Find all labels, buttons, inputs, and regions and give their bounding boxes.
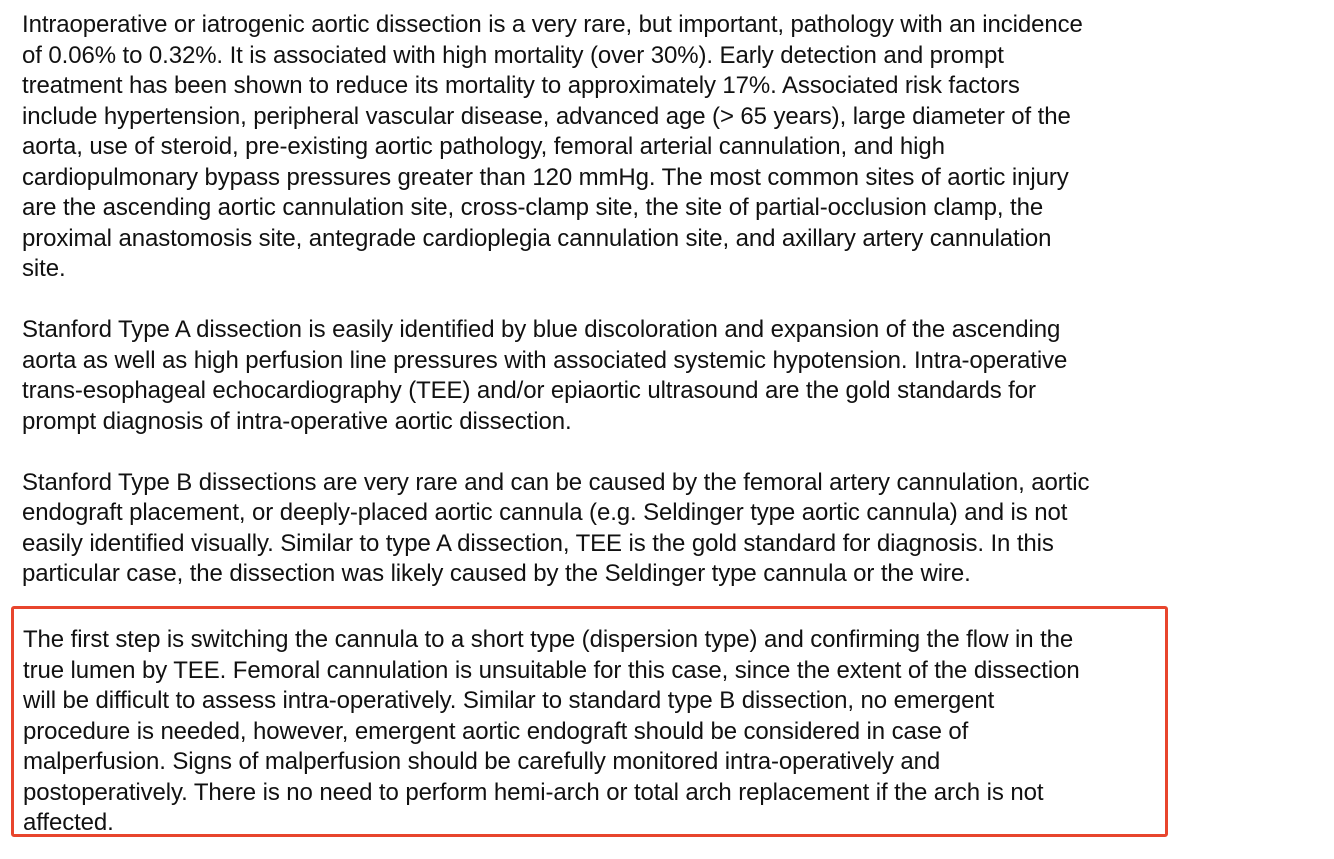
text-line: include hypertension, peripheral vascular disease, advanced age (> 65 years), large diameter of the <box>22 102 1071 130</box>
text-line: Stanford Type B dissections are very rare and can be caused by the femoral artery cannulation, aortic <box>22 468 1090 496</box>
text-line: proximal anastomosis site, antegrade cardioplegia cannulation site, and axillary artery cannulation <box>22 224 1052 252</box>
text-line: true lumen by TEE. Femoral cannulation is unsuitable for this case, since the extent of the dissection <box>23 656 1080 684</box>
text-line: treatment has been shown to reduce its mortality to approximately 17%. Associated risk factors <box>22 72 1020 99</box>
text-line: particular case, the dissection was likely caused by the Seldinger type cannula or the wire. <box>22 560 971 587</box>
text-line: postoperatively. There is no need to perform hemi-arch or total arch replacement if the arch is not <box>23 778 1044 806</box>
text-line: endograft placement, or deeply-placed aortic cannula (e.g. Seldinger type aortic cannula) and is not <box>22 499 1068 526</box>
text-line: malperfusion. Signs of malperfusion should be carefully monitored intra-operatively and <box>23 748 941 775</box>
text-line: of 0.06% to 0.32%. It is associated with high mortality (over 30%). Early detection and prompt <box>22 41 1004 69</box>
text-line: trans-esophageal echocardiography (TEE) and/or epiaortic ultrasound are the gold standards for <box>22 377 1036 404</box>
highlighted-answer-box <box>11 606 1168 837</box>
text-line: procedure is needed, however, emergent aortic endograft should be considered in case of <box>23 717 969 745</box>
text-line: site. <box>22 255 66 282</box>
text-line: aorta as well as high perfusion line pressures with associated systemic hypotension. Intra-operative <box>22 346 1068 374</box>
text-line: will be difficult to assess intra-operatively. Similar to standard type B dissection, no emergent <box>23 687 995 714</box>
text-line: The first step is switching the cannula to a short type (dispersion type) and confirming the flow in the <box>23 626 1074 653</box>
text-line: Intraoperative or iatrogenic aortic dissection is a very rare, but important, pathology with an incidence <box>22 11 1083 38</box>
paragraph-type-a <box>22 315 1182 437</box>
text-line: are the ascending aortic cannulation site, cross-clamp site, the site of partial-occlusion clamp, the <box>22 194 1044 221</box>
text-line: affected. <box>23 809 114 836</box>
article-body <box>22 10 1182 620</box>
text-line: Stanford Type A dissection is easily identified by blue discoloration and expansion of the ascending <box>22 316 1061 343</box>
paragraph-incidence <box>22 10 1182 285</box>
text-line: easily identified visually. Similar to type A dissection, TEE is the gold standard for diagnosis. In this <box>22 529 1054 557</box>
text-line: aorta, use of steroid, pre-existing aortic pathology, femoral arterial cannulation, and high <box>22 133 945 160</box>
text-line: cardiopulmonary bypass pressures greater than 120 mmHg. The most common sites of aortic injury <box>22 163 1069 191</box>
paragraph-type-b <box>22 468 1182 590</box>
paragraph-management <box>23 625 1165 839</box>
text-line: prompt diagnosis of intra-operative aortic dissection. <box>22 407 572 435</box>
